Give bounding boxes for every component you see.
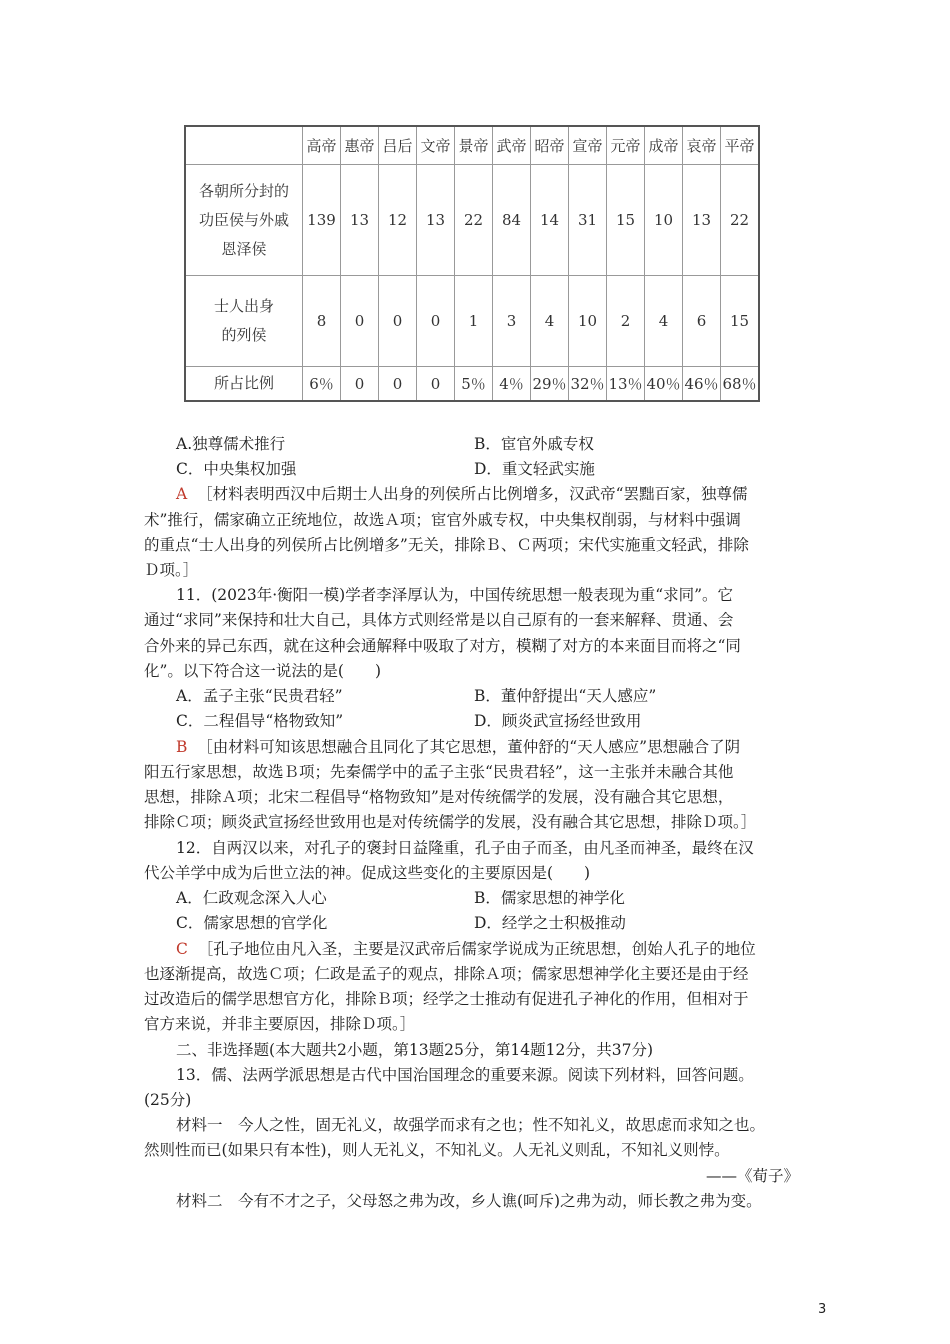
q10-option-a: A.独尊儒术推行: [176, 435, 286, 453]
q12-explanation-line: 过改造后的儒学思想官方化，排除Ｂ项；经学之士推动有促进孔子神化的作用，但相对于: [144, 990, 749, 1008]
table-cell: 84: [493, 165, 531, 276]
table-cell: 29％: [531, 367, 569, 402]
header-cell: 平帝: [721, 126, 760, 165]
header-cell: 高帝: [303, 126, 341, 165]
table-cell: 1: [455, 276, 493, 367]
header-cell: 元帝: [607, 126, 645, 165]
q10-explanation-line: 的重点“士人出身的列侯所占比例增多”无关，排除Ｂ、Ｃ两项；宋代实施重文轻武，排除: [144, 536, 749, 554]
table-cell: 31: [569, 165, 607, 276]
q12-option-b: B．儒家思想的神学化: [474, 889, 625, 907]
header-cell: 惠帝: [341, 126, 379, 165]
table-cell: 6: [683, 276, 721, 367]
table-cell: 4％: [493, 367, 531, 402]
table-cell: 13: [341, 165, 379, 276]
table-cell: 46％: [683, 367, 721, 402]
table-header-row: [185, 126, 759, 165]
q12-explanation-line: 官方来说，并非主要原因，排除Ｄ项。］: [144, 1015, 416, 1033]
q11-explanation-line: 阳五行家思想，故选Ｂ项；先秦儒学中的孟子主张“民贵君轻”，这一主张并未融合其他: [144, 763, 734, 781]
q10-option-d: D．重文轻武实施: [474, 460, 595, 478]
table-cell: 14: [531, 165, 569, 276]
q11-option-c: C．二程倡导“格物致知”: [176, 712, 344, 730]
page-number: 3: [818, 1302, 827, 1317]
q12-answer: C: [176, 940, 188, 958]
table-cell: 13: [683, 165, 721, 276]
q10-answer: A: [176, 485, 188, 503]
table-cell: 139: [303, 165, 341, 276]
q13-material1-line: 然则性而已(如果只有本性)，则人无礼义，不知礼义。人无礼义则乱，不知礼义则悖。: [144, 1141, 730, 1159]
header-cell: 昭帝: [531, 126, 569, 165]
table-row-enfeoffed: [185, 165, 759, 276]
q12-option-d: D．经学之士积极推动: [474, 914, 626, 932]
table-cell: 13％: [607, 367, 645, 402]
header-cell: 文帝: [417, 126, 455, 165]
q12-stem-line: 代公羊学中成为后世立法的神。促成这些变化的主要原因是( ): [144, 864, 591, 882]
table-row-scholar-marquises: [185, 276, 759, 367]
q12-stem-line: 12．自两汉以来，对孔子的褒封日益隆重，孔子由子而圣，由凡圣而神圣，最终在汉: [176, 839, 754, 857]
table-cell: 3: [493, 276, 531, 367]
table-cell: 15: [721, 276, 760, 367]
table-cell: 0: [417, 367, 455, 402]
table-corner-cell: [185, 126, 303, 165]
row-label: 士人出身 的列侯: [185, 276, 303, 367]
table-cell: 12: [379, 165, 417, 276]
table-cell: 0: [379, 276, 417, 367]
q10-option-c: C．中央集权加强: [176, 460, 297, 478]
q12-option-c: C．儒家思想的官学化: [176, 914, 328, 932]
q11-option-a: A．孟子主张“民贵君轻”: [176, 687, 343, 705]
q12-explanation-line: C ［孔子地位由凡入圣，主要是汉武帝后儒家学说成为正统思想，创始人孔子的地位: [176, 940, 756, 958]
table-row-proportion: [185, 367, 759, 402]
q11-explanation-line: 思想，排除Ａ项；北宋二程倡导“格物致知”是对传统儒学的发展，没有融合其它思想，: [144, 788, 734, 806]
q12-explanation-line: 也逐渐提高，故选Ｃ项；仁政是孟子的观点，排除Ａ项；儒家思想神学化主要还是由于经: [144, 965, 749, 983]
table-cell: 10: [569, 276, 607, 367]
q13-material1-line: 材料一 今人之性，固无礼义，故强学而求有之也；性不知礼义，故思虑而求知之也。: [176, 1116, 766, 1134]
table-cell: 8: [303, 276, 341, 367]
table-cell: 0: [341, 276, 379, 367]
q13-material1-source: ——《荀子》: [706, 1167, 800, 1185]
table-cell: 22: [721, 165, 760, 276]
table-cell: 0: [341, 367, 379, 402]
header-cell: 吕后: [379, 126, 417, 165]
q11-explanation-line: B ［由材料可知该思想融合且同化了其它思想，董仲舒的“天人感应”思想融合了阴: [176, 738, 741, 756]
header-cell: 景帝: [455, 126, 493, 165]
table-cell: 5％: [455, 367, 493, 402]
table-cell: 13: [417, 165, 455, 276]
header-cell: 成帝: [645, 126, 683, 165]
table-cell: 40％: [645, 367, 683, 402]
q10-option-b: B．宦官外戚专权: [474, 435, 594, 453]
q11-option-d: D．顾炎武宣扬经世致用: [474, 712, 642, 730]
q11-explanation-line: 排除Ｃ项；顾炎武宣扬经世致用也是对传统儒学的发展，没有融合其它思想，排除Ｄ项。］: [144, 813, 757, 831]
section-heading: 二、非选择题(本大题共2小题，第13题25分，第14题12分，共37分): [176, 1041, 654, 1059]
table-cell: 15: [607, 165, 645, 276]
table-cell: 2: [607, 276, 645, 367]
q10-explanation-line: Ｄ项。］: [144, 561, 199, 579]
q11-answer: B: [176, 738, 188, 756]
table-cell: 0: [379, 367, 417, 402]
q11-option-b: B．董仲舒提出“天人感应”: [474, 687, 657, 705]
q11-stem-line: 11．(2023年·衡阳一模)学者李泽厚认为，中国传统思想一般表现为重“求同”。它: [176, 586, 734, 604]
table-cell: 32％: [569, 367, 607, 402]
header-cell: 武帝: [493, 126, 531, 165]
q11-stem-line: 通过“求同”来保持和壮大自己，具体方式则经常是以自己原有的一套来解释、贯通、会: [144, 611, 734, 629]
q10-explanation-line: 术”推行，儒家确立正统地位，故选Ａ项；宦官外戚专权，中央集权削弱，与材料中强调: [144, 511, 741, 529]
table-cell: 68％: [721, 367, 760, 402]
table-cell: 10: [645, 165, 683, 276]
q13-material2-line: 材料二 今有不才之子，父母怒之弗为改，乡人谯(呵斥)之弗为动，师长教之弗为变。: [176, 1192, 762, 1210]
table-cell: 6％: [303, 367, 341, 402]
enfeoffment-table: [184, 125, 760, 402]
table-cell: 4: [531, 276, 569, 367]
header-cell: 宣帝: [569, 126, 607, 165]
table-cell: 0: [417, 276, 455, 367]
table-cell: 22: [455, 165, 493, 276]
q13-stem-line: (25分): [144, 1091, 192, 1109]
row-label: 所占比例: [185, 367, 303, 402]
q12-option-a: A．仁政观念深入人心: [176, 889, 327, 907]
q11-stem-line: 合外来的异己东西，就在这种会通解释中吸取了对方，模糊了对方的本来面目而将之“同: [144, 637, 741, 655]
header-cell: 哀帝: [683, 126, 721, 165]
table-cell: 4: [645, 276, 683, 367]
q11-stem-line: 化”。以下符合这一说法的是( ): [144, 662, 382, 680]
q10-explanation-line: A ［材料表明西汉中后期士人出身的列侯所占比例增多，汉武帝“罢黜百家，独尊儒: [176, 485, 748, 503]
q13-stem-line: 13．儒、法两学派思想是古代中国治国理念的重要来源。阅读下列材料，回答问题。: [176, 1066, 754, 1084]
row-label: 各朝所分封的 功臣侯与外戚 恩泽侯: [185, 165, 303, 276]
